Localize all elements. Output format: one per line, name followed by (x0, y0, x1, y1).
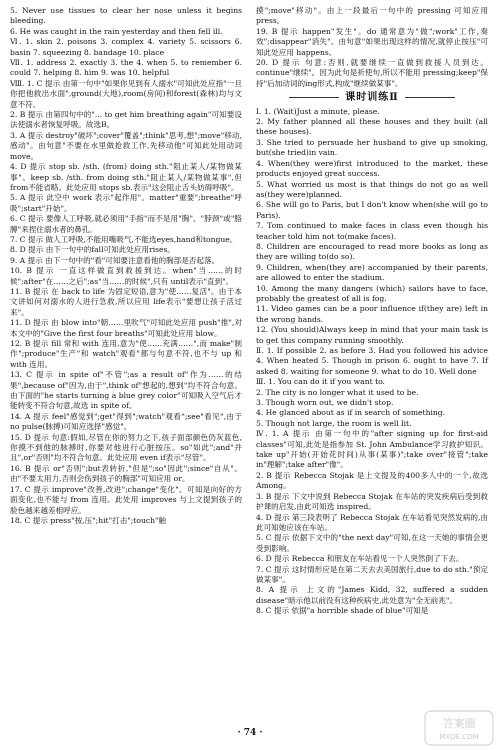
paragraph: 4. He glanced about as if in search of something. (256, 408, 446, 418)
paragraph: 2. My father planned all these houses and they built (all these houses). (256, 117, 488, 137)
left-column (10, 6, 242, 526)
paragraph: 7. Tom continued to make faces in class even though his teacher told him not to(make faces). (256, 221, 488, 241)
section-heading-text: 课时训练Ⅱ (345, 92, 399, 104)
paragraph: 2. B 提示 由第四句中的"... to get him breathing again"可知要设法使溺水者恢复呼吸。故选B。 (10, 110, 242, 130)
paragraph: 8. C 提示 依据"a horrible shade of blue"可知是 (256, 606, 429, 616)
paragraph: 4. D 提示 stop sb. /sth. (from) doing sth."阻止某人/某物做某事"。keep sb. /sth. from doing sth."阻止某人/某物做某事",但from不能省略。此处应用 stops sb.表示"这会阻止舌头妨碍呼吸"。 (10, 162, 242, 192)
paragraph: 6. C 提示 要像人工呼吸,就必须用"手指"而不是用"胸"、"脖颈"或"胳膊"来捏住溺水者的鼻孔。 (10, 214, 242, 234)
paragraph: 7. C 提示 做人工呼吸,不能用嘴吸气,不能选eyes,hand和tongue。 (10, 234, 238, 244)
paragraph: 11. B 提示 在 back to life 为固定短语,意为"使……复活"。由于本文讲如何对溺水的人进行急救,所以应用 life表示"要想让孩子活过来"。 (10, 286, 242, 317)
paragraph: 5. Never use tissues to clear her nose unless it begins bleeding. (10, 6, 242, 26)
paragraph: 摸";move"移动"。由上一段最后一句中的 pressing 可知应用 press。 (256, 6, 488, 26)
paragraph: 13. C 提示 in spite of"不管";as a result of"作为……的结果",because of"因为,由于",think of"想起的,想到"均不符合句意。由下面的"he starts turning a blue grey color"可知吸入空气后才能转变不符合句意,故选 in spite of。 (10, 370, 242, 411)
paragraph: 14. A 提示 feel"感觉到";get"得到";watch"观看";see"看见",由于 no pulse(脉搏)可知应选择"感觉"。 (10, 411, 242, 432)
divider (289, 97, 339, 98)
paragraph: Ⅷ. 1. C 提示 由第一句中"如果你见到有人溺水"可知此处应指"一旦你把他救出水面",ground(大地),room(房间)和forest(森林)均与文意不符。 (10, 78, 242, 109)
svg-text:答案圈: 答案圈 (442, 717, 476, 730)
paragraph: 8. A 提示 上文的"James Kidd, 32, suffered a sudden disease"暗示他以前没有这种疾病史,此处意为"全无前兆"。 (256, 585, 488, 605)
svg-text:MXQE.COM: MXQE.COM (439, 733, 479, 741)
paragraph: 17. C 提示 improve"改善,改进";change"变化"。可知是向好的方面变化,也不能与 from 连用。此处用 improves 与上文提到孩子的脸色越来越差相呼应。 (10, 484, 242, 515)
paragraph: 10. B 提示 一直这样做直到救援到达。when"当……的时候";after"在……之后";as"当……的时候",只有 until表示"直到"。 (10, 266, 242, 286)
paragraph: 11. Video games can be a poor influence if(they are) left in the wrong hands. (256, 304, 488, 324)
paragraph: 3. B 提示 下文中说到 Rebecca Stojak 在车站的突发疾病后受到救护课的启发,由此可知选 inspired。 (256, 491, 488, 512)
paragraph: 6. She will go to Paris, but I don't know when(she will go to Paris). (256, 200, 488, 220)
paragraph: 5. What worried us most is that things do not go as well as(they were)planned. (256, 179, 488, 199)
paragraph: 16. B 提示 or"否则";but表转折,"但是";so"因此";since"自从"。由"不要太用力,否则会伤到孩子的胸部"可知应用 or。 (10, 463, 242, 484)
paragraph: 5. Though not large, the room is well lit. (256, 418, 412, 428)
paragraph: Ⅳ. 1. A 提示 由第一句中的"after signing up for first-aid classes"可知,此处是指参加 St. John Ambulance学习救护知识。take up"开始(开始花时间)从事(某事)";take over"接管";take in"理解";take after"像"。 (256, 429, 488, 470)
page-number: · 74 · (237, 728, 263, 738)
paragraph: Ⅰ. 1. (Wait)Just a minute, please. (256, 106, 380, 116)
paragraph: 19. B 提示 happen"发生"。do 通常意为"做";work"工作,奏效";disappear"消失"。由句意"如果出现这样的情况,就停止按压"可知此处应用 happens。 (256, 26, 488, 57)
paragraph: 5. A 提示 此空中 work 表示"起作用"。matter"重要";breathe"呼吸";start"开始"。 (10, 193, 242, 213)
paragraph: 6. D 提示 Rebecca 和朋友在车站看见一个人突然倒了下去。 (256, 554, 464, 564)
paragraph: Ⅵ. 1. skin 2. poisons 3. complex 4. variety 5. scissors 6. basin 7. squeezing 8. bandage 10. place (10, 37, 242, 57)
paragraph: 8. D 提示 由下一句中的fall可知此处应用rises。 (10, 245, 176, 255)
paragraph: 2. B 提示 Rebecca Stojak 是上文提及的400多人中的一个,故选 Among。 (256, 470, 488, 491)
paragraph: Ⅶ. 1. address 2. exactly 3. the 4. when 5. to remember 6. could 7. helping 8. him 9. was 10. helpful (10, 58, 242, 78)
paragraph: 20. D 提示 句意:否则,就要继续一直做到救援人员到达。continue"继续"。因为此句是祈使句,所以不能用 pressing;keep"保持"后加动词的ing形式,构成"继续做某事"。 (256, 58, 488, 88)
paragraph: 9. A 提示 由下一句中的"看"可知要注意看他的胸部是否起落。 (10, 255, 220, 265)
paragraph: 7. C 提示 这时情形应是在第二天去去美国旅行,due to do sth."预定做某事"。 (256, 564, 488, 584)
watermark-logo (424, 710, 494, 746)
paragraph: Ⅲ. 1. You can do it if you want to. (256, 377, 385, 387)
paragraph: 4. D 提示 第三段表明了 Rebecca Stojak 在车站看见突然发病的,由此可知她应该在车站。 (256, 512, 488, 532)
paragraph: 9. Children, when(they are) accompanied by their parents, are allowed to enter the stadium. (256, 262, 488, 283)
paragraph: 3. Though worn out, we didn't stop. (256, 398, 394, 408)
paragraph: 6. He was caught in the rain yesterday and then fell ill. (10, 26, 223, 36)
paragraph: 12. B 提示 fill 常和 with 连用,意为"使……充满……",而 make"制作";produce"生产"和 watch"观看"都与句意不符,也不与 up 和 with 连用。 (10, 339, 242, 369)
paragraph: 18. C 提示 press"按,压";hit"打击";touch"触 (10, 515, 167, 525)
paragraph: 4. When(they were)first introduced to the market, these products enjoyed great success. (256, 158, 488, 179)
paragraph: 3. She tried to persuade her husband to give up smoking, but(she tried)in vain. (256, 137, 488, 158)
divider (405, 97, 455, 98)
paragraph: 5. C 提示 依据下文中的"the next day"可知,在这一天她的事情会更受到影响。 (256, 533, 488, 553)
paragraph: 15. D 提示 句意:假如,尽管在你的努力之下,孩子面部颜色仍灰蓝色,你摸不到他的脉搏时,你要对他进行心脏按压。so"如此";and"并且",or"否则"均不符合句意。此处应用 even if表示"尽管"。 (10, 432, 242, 463)
paragraph: 8. Children are encouraged to read more books as long as they are willing to(do so). (256, 241, 488, 262)
paragraph: 12. (You should)Always keep in mind that your main task is to get this company running smoothly. (256, 325, 488, 345)
right-column (256, 6, 488, 617)
paragraph: 3. A 提示 destroy"破坏";cover"覆盖";think"思考,想";move"移动,感动"。由句意"不要在水里做抢救工作,先移动他"可知此处用动词move。 (10, 130, 242, 161)
paragraph: 10. Among the many dangers (which) sailors have to face, probably the greatest of all is fog. (256, 283, 488, 303)
paragraph: Ⅱ. 1. If possible 2. as before 3. Had you followed his advice 4. When heated 5. Though in prison 6. ought to have 7. If asked 8. waiting for someone 9. what to do 10. Well done (256, 346, 488, 376)
paragraph: 11. D 提示 由 blow into"朝……里吹气"可知此处应用 push"推",对本文中的"Give the first four breaths"可知此处应用 blow。 (10, 318, 242, 338)
section-heading (256, 93, 488, 103)
paragraph: 2. The city is no longer what it used to be. (256, 387, 419, 397)
